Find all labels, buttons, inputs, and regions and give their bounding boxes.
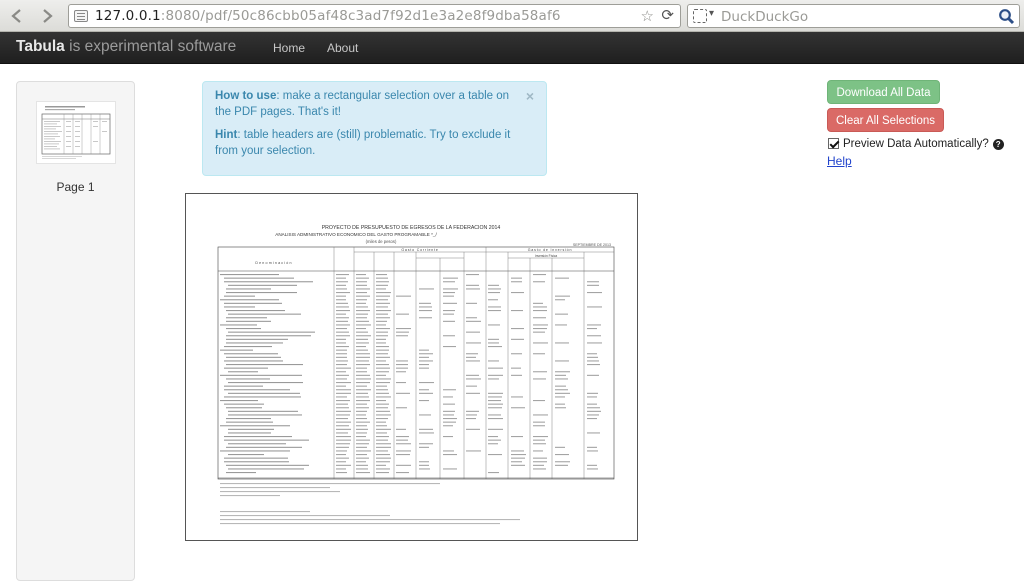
search-input[interactable]: DuckDuckGo xyxy=(721,9,809,25)
question-mark-icon[interactable]: ? xyxy=(993,139,1004,150)
page-favicon-icon xyxy=(74,10,88,22)
close-icon[interactable]: × xyxy=(525,88,534,104)
preview-data-option xyxy=(828,138,1004,150)
pdf-units: (miles de pesos) xyxy=(365,239,397,244)
brand[interactable]: Tabula is experimental software xyxy=(16,38,237,55)
chevron-down-icon[interactable]: ▾ xyxy=(709,8,715,19)
pdf-date: SEPTIEMBRE DE 2013 xyxy=(572,243,611,247)
pdf-footnotes xyxy=(220,483,520,524)
url-text[interactable]: 127.0.0.1:8080/pdf/50c86cbb05af48c3ad7f92d1e3a2e8f9dba58af6 xyxy=(95,8,561,24)
pdf-title: PROYECTO DE PRESUPUESTO DE EGRESOS DE LA FEDERACION 2014 xyxy=(321,225,501,231)
how-to-use-alert xyxy=(202,81,547,176)
pdf-col-gasto-inversion: Gasto de Inversión xyxy=(527,247,573,252)
pdf-page-image[interactable] xyxy=(185,193,638,541)
search-engine-icon[interactable] xyxy=(693,9,707,23)
page-thumbnail[interactable] xyxy=(36,101,116,164)
pdf-col-gasto-corriente: Gasto Corriente xyxy=(401,247,439,252)
page-thumbnail-label: Page 1 xyxy=(56,180,95,194)
hint-paragraph: Hint: table headers are (still) problematic. Try to exclude it from your selection. xyxy=(215,129,511,157)
search-bar[interactable] xyxy=(687,4,1020,28)
preview-data-checkbox[interactable] xyxy=(828,138,839,149)
pdf-subtitle: ANALISIS ADMINISTRATIVO ECONOMICO DEL GASTO PROGRAMABLE *_/ xyxy=(275,232,437,237)
url-bar[interactable] xyxy=(68,4,681,28)
download-all-data-button[interactable]: Download All Data xyxy=(827,80,940,104)
search-icon[interactable] xyxy=(998,8,1015,25)
howto-paragraph: How to use: make a rectangular selection over a table on the PDF pages. That's it! xyxy=(215,90,510,118)
pdf-table-body xyxy=(220,274,602,473)
browser-toolbar xyxy=(0,0,1024,32)
pdf-col-denominacion: Denominación xyxy=(255,261,293,265)
nav-home-link[interactable]: Home xyxy=(273,41,306,55)
nav-about-link[interactable]: About xyxy=(327,41,359,55)
pdf-col-inversion-fisica: Inversión Física xyxy=(534,253,558,258)
bookmark-star-icon[interactable]: ☆ xyxy=(640,8,654,25)
pdf-page-render xyxy=(186,194,637,540)
page-thumbnail-image xyxy=(37,102,115,163)
page-thumbnails-sidebar xyxy=(16,81,135,581)
back-arrow-icon[interactable] xyxy=(6,5,28,27)
help-link[interactable]: Help xyxy=(827,154,852,168)
app-navbar xyxy=(0,32,1024,64)
clear-all-selections-button[interactable]: Clear All Selections xyxy=(827,108,944,132)
preview-data-label: Preview Data Automatically? xyxy=(843,138,989,150)
forward-arrow-icon[interactable] xyxy=(36,5,58,27)
reload-icon[interactable]: ⟳ xyxy=(661,7,674,24)
